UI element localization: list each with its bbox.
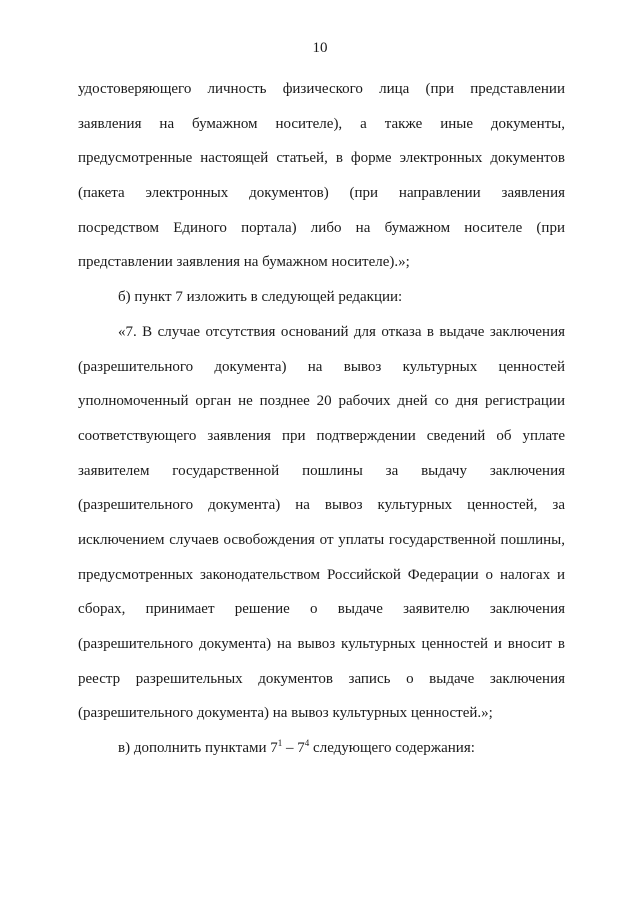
document-body <box>78 72 565 766</box>
text-line: (разрешительного документа) на вывоз культурных ценностей <box>78 358 565 375</box>
text-fragment: следующего содержания: <box>309 740 475 757</box>
text-line: уполномоченный орган не позднее 20 рабочих дней со дня регистрации <box>78 393 565 410</box>
text-line: представлении заявления на бумажном носителе).»; <box>78 254 410 271</box>
text-line-with-superscripts <box>78 731 565 766</box>
text-line: заявления на бумажном носителе), а также иные документы, <box>78 115 565 132</box>
text-line: предусмотренных законодательством Российской Федерации о налогах и <box>78 566 565 583</box>
text-line: (разрешительного документа) на вывоз культурных ценностей, за <box>78 497 565 514</box>
text-line: удостоверяющего личность физического лица (при представлении <box>78 81 565 97</box>
text-line: сборах, принимает решение о выдаче заявителю заключения <box>78 601 565 618</box>
page-number: 10 <box>312 40 328 56</box>
text-line: (разрешительного документа) на вывоз культурных ценностей.»; <box>78 705 493 722</box>
text-fragment: – 7 <box>282 740 305 757</box>
text-line: соответствующего заявления при подтверждении сведений об уплате <box>78 427 565 444</box>
superscript: 4 <box>304 738 310 749</box>
text-line: реестр разрешительных документов запись о выдаче заключения <box>78 670 565 687</box>
superscript: 1 <box>277 738 283 749</box>
text-line: (пакета электронных документов) (при направлении заявления <box>78 185 565 202</box>
text-fragment: в) дополнить пунктами 7 <box>118 740 278 757</box>
text-line: «7. В случае отсутствия оснований для отказа в выдаче заключения <box>118 323 565 340</box>
text-line: посредством Единого портала) либо на бумажном носителе (при <box>78 219 565 236</box>
text-line: (разрешительного документа) на вывоз культурных ценностей и вносит в <box>78 636 565 652</box>
text-line: заявителем государственной пошлины за выдачу заключения <box>78 462 565 479</box>
text-line: б) пункт 7 изложить в следующей редакции: <box>118 289 403 306</box>
text-line: исключением случаев освобождения от уплаты государственной пошлины, <box>78 531 565 548</box>
text-line: предусмотренные настоящей статьей, в форме электронных документов <box>78 150 565 167</box>
